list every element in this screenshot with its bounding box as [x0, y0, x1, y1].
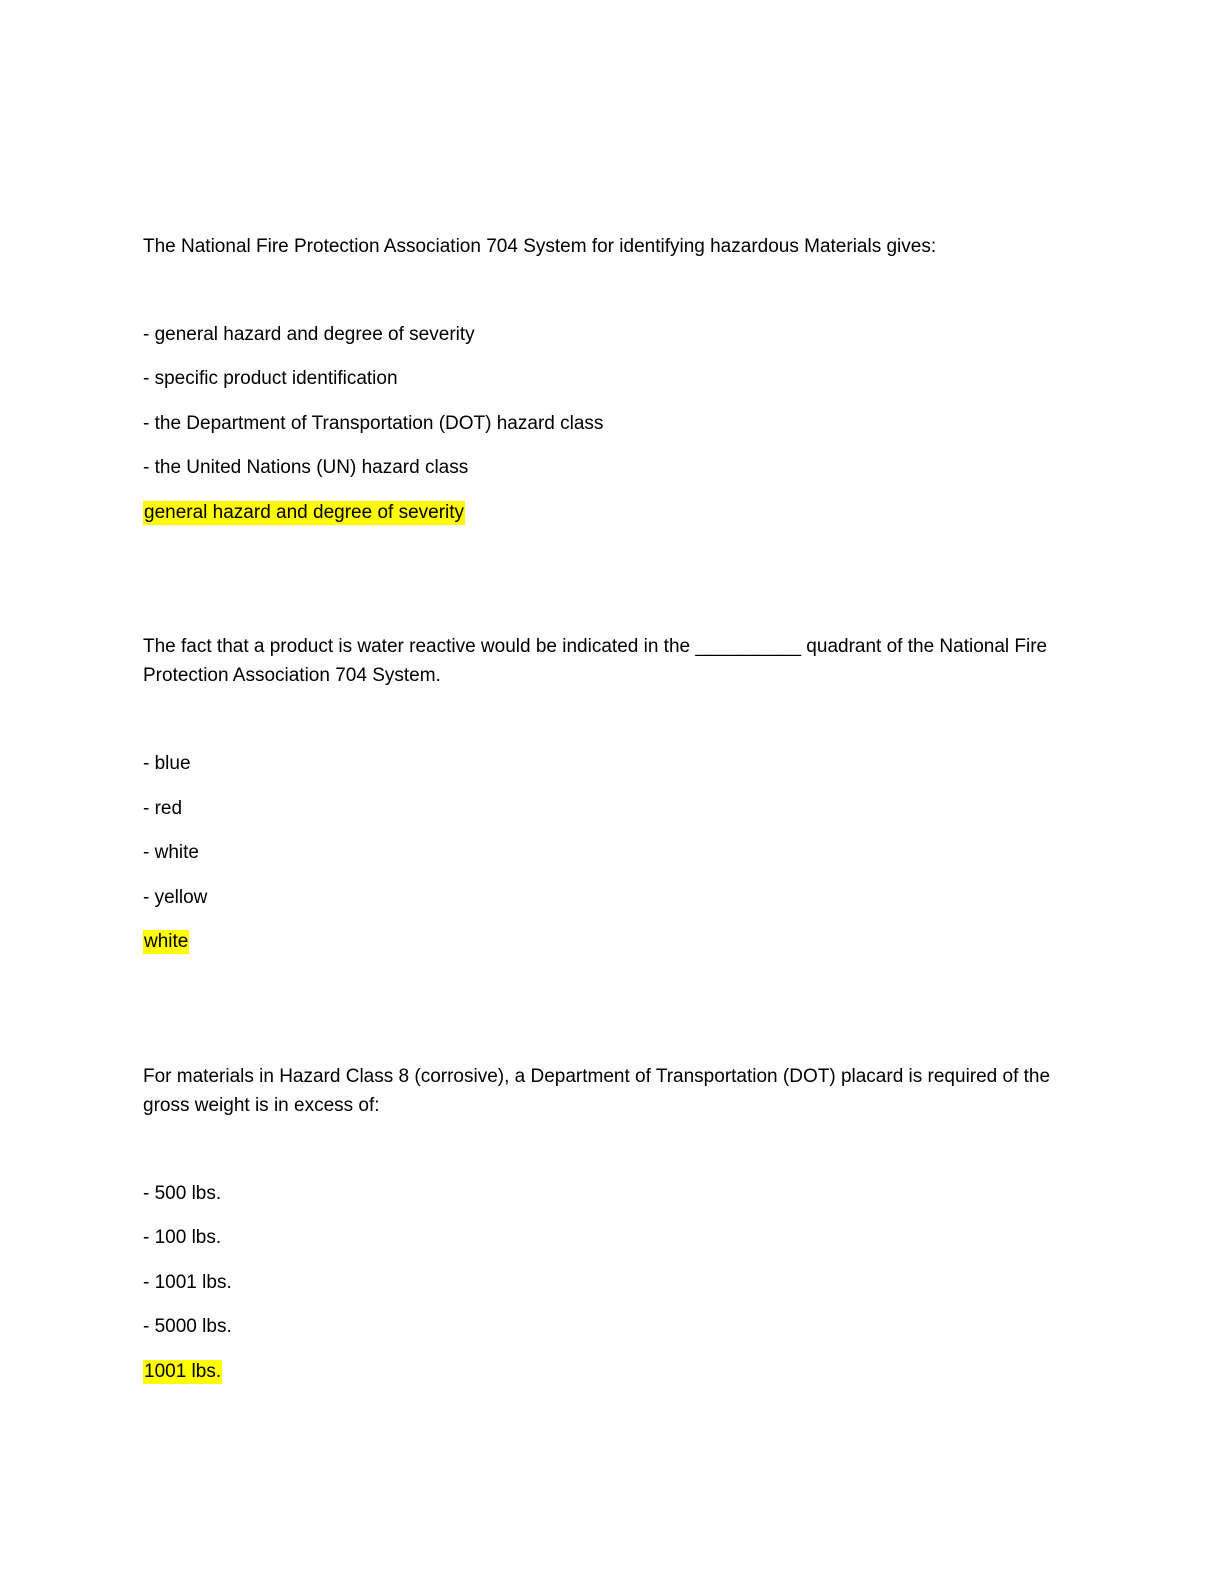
question-2-option-3: - white	[143, 842, 199, 863]
question-2-prompt: The fact that a product is water reactive would be indicated in the __________ quadrant of the National Fire Protection Association 704 System.	[143, 636, 1048, 686]
question-2-answer-highlight: white	[144, 931, 189, 952]
question-1-option-1: - general hazard and degree of severity	[143, 324, 475, 345]
question-2-answer	[142, 928, 190, 956]
question-1-answer-highlight: general hazard and degree of severity	[144, 502, 465, 523]
question-3-answer-highlight: 1001 lbs.	[144, 1361, 222, 1382]
question-1-answer	[142, 499, 466, 527]
question-1-option-2: - specific product identification	[143, 368, 398, 389]
question-2-option-4: - yellow	[143, 887, 208, 908]
question-3-option-2: - 100 lbs.	[143, 1227, 222, 1248]
question-3-option-1: - 500 lbs.	[143, 1183, 222, 1204]
question-3-prompt: For materials in Hazard Class 8 (corrosive), a Department of Transportation (DOT) placard is required of the gross weight is in excess of:	[143, 1066, 1051, 1116]
question-2-option-2: - red	[143, 798, 183, 819]
question-3-answer	[142, 1358, 223, 1386]
question-3-option-4: - 5000 lbs.	[143, 1316, 232, 1337]
question-1-prompt: The National Fire Protection Association 704 System for identifying hazardous Materials gives:	[143, 236, 937, 257]
question-1-option-3: - the Department of Transportation (DOT) hazard class	[143, 413, 604, 434]
question-3-option-3: - 1001 lbs.	[143, 1272, 232, 1293]
question-1-option-4: - the United Nations (UN) hazard class	[143, 457, 469, 478]
question-2-option-1: - blue	[143, 753, 191, 774]
